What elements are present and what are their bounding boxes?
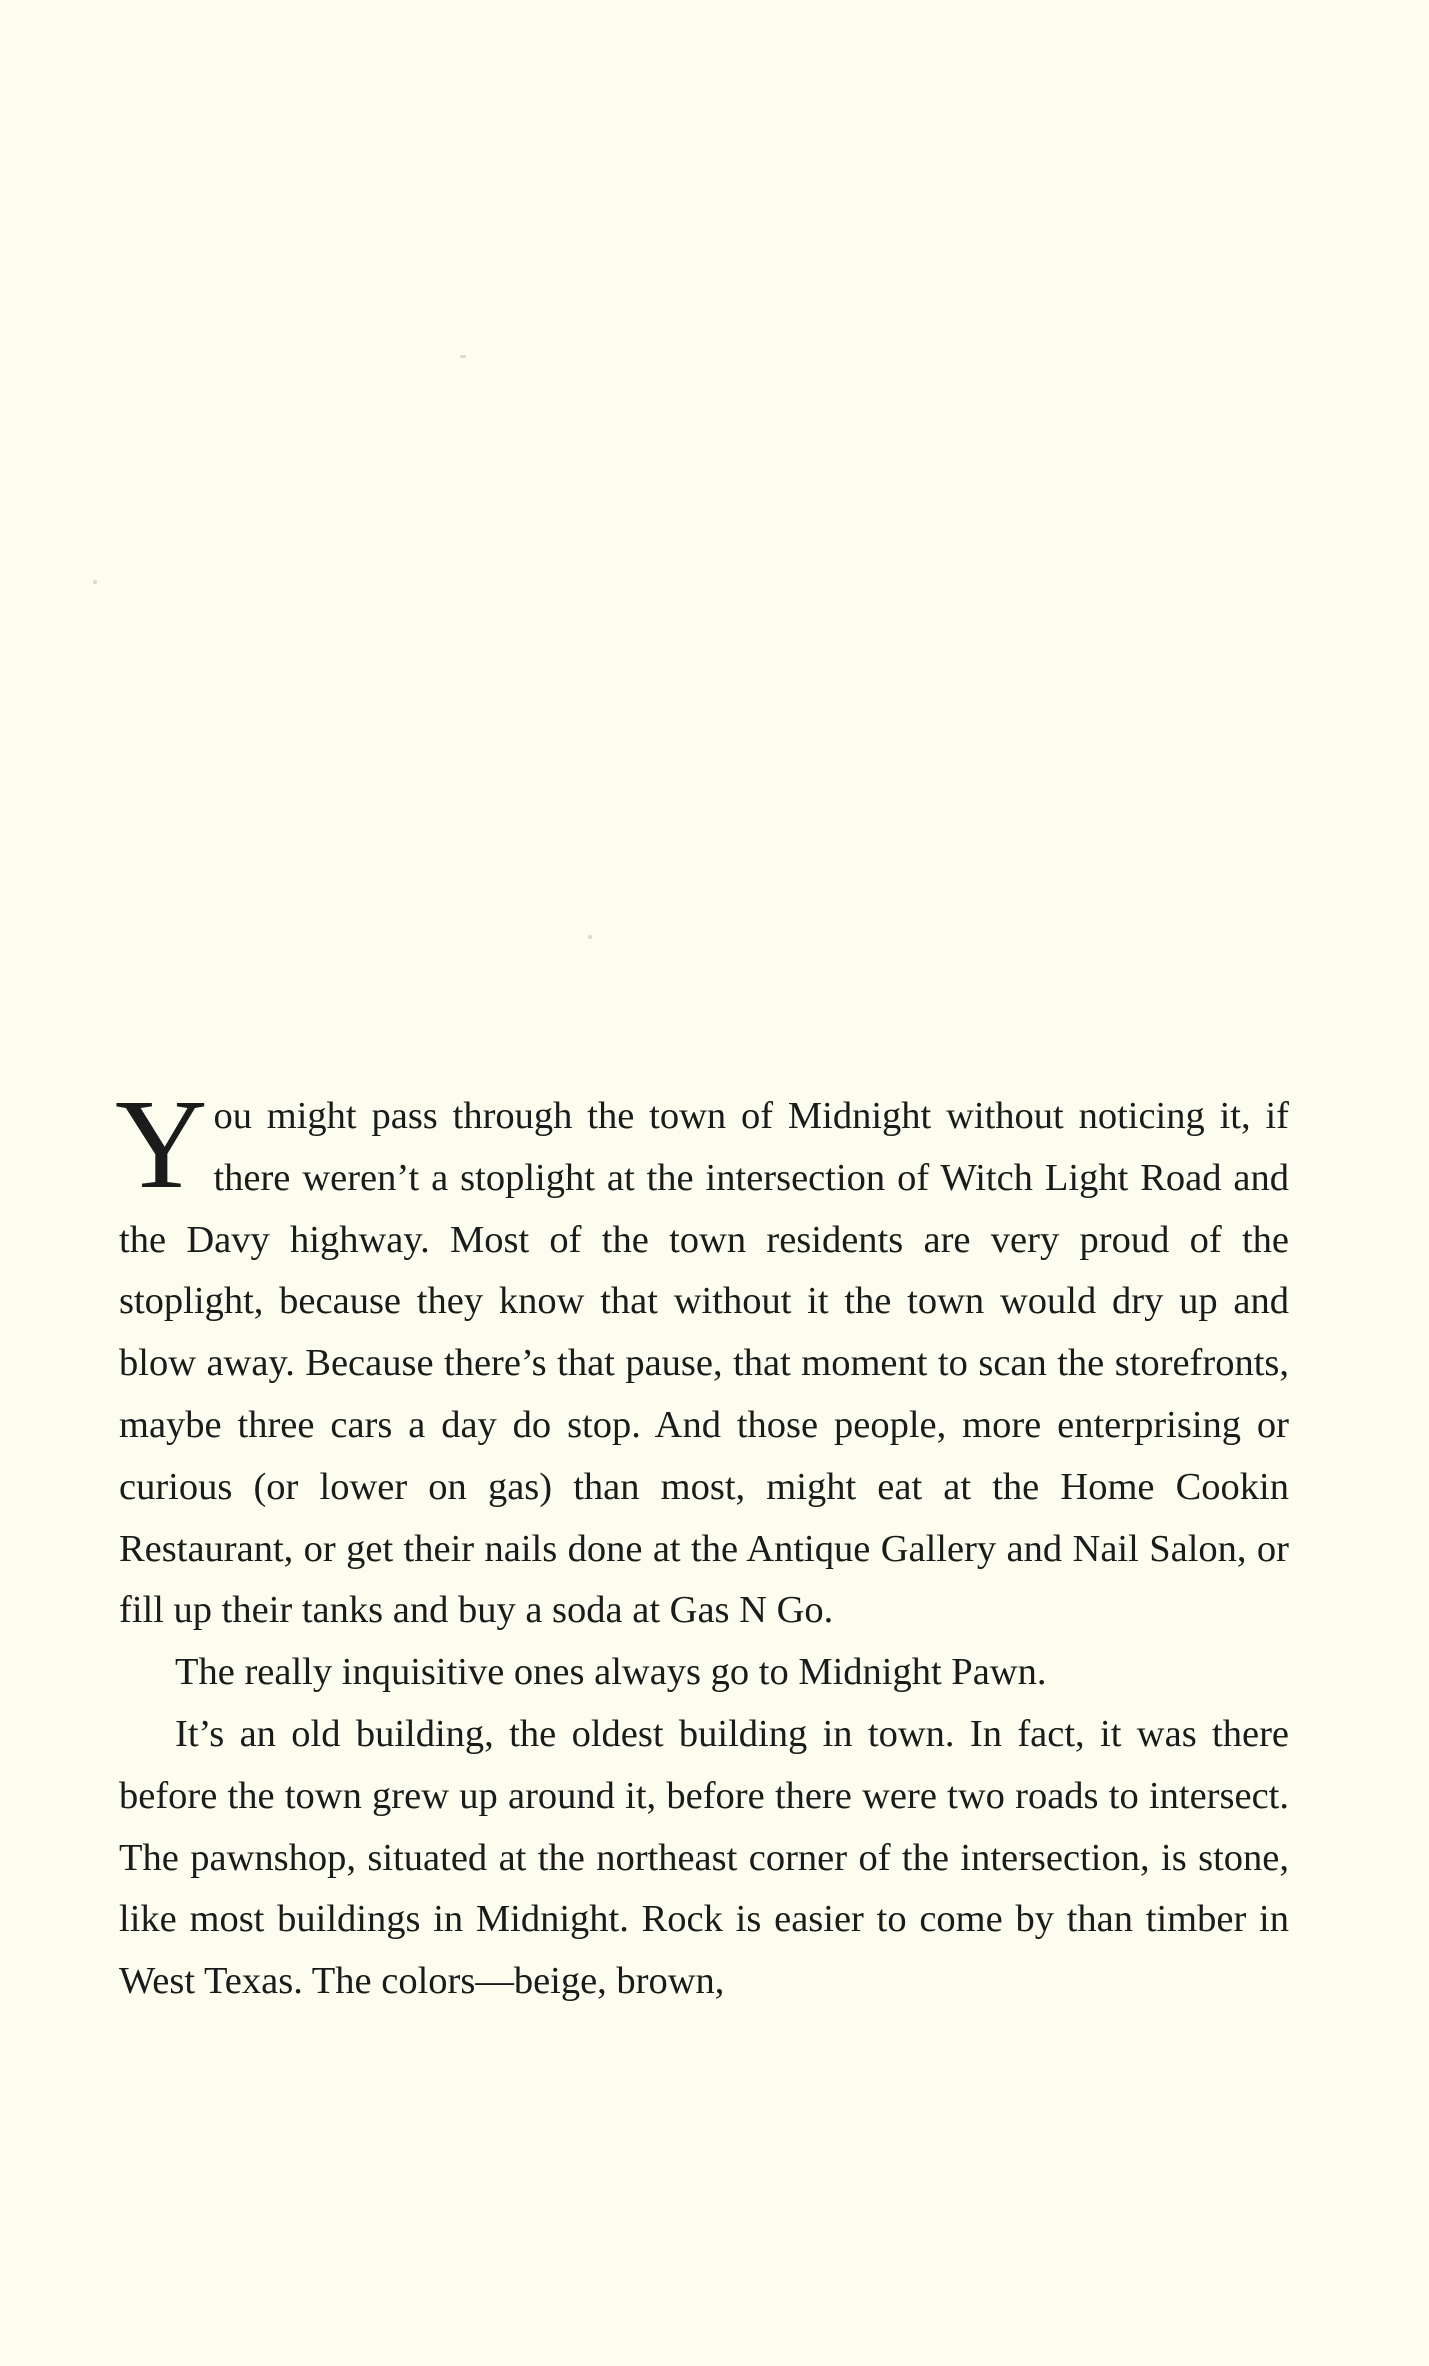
- opening-paragraph-text: ou might pass through the town of Midnight without noticing it, if there weren’t a stoplight at the intersection of Witch Light Road and the Davy highway. Most of the town residents are very proud of the stoplight, because they know that without it the town would dry up and blow away. Because there’s that pause, that moment to scan the storefronts, maybe three cars a day do stop. And those people, more enterprising or curious (or lower on gas) than most, might eat at the Home Cookin Restaurant, or get their nails done at the Antique Gallery and Nail Salon, or fill up their tanks and buy a soda at Gas N Go.: [119, 1095, 1289, 1632]
- body-text: [115, 1073, 1289, 2013]
- paragraph: It’s an old building, the oldest building in town. In fact, it was there before the town grew up around it, before there were two roads to intersect. The pawnshop, situated at the northeast corner of the intersection, is stone, like most buildings in Midnight. Rock is easier to come by than timber in West Texas. The colors—beige, brown,: [119, 1712, 1289, 2003]
- drop-cap-letter: Y: [115, 1073, 208, 1215]
- paper-speck: [460, 355, 466, 358]
- paper-speck: [93, 580, 97, 584]
- opening-paragraph: [115, 1073, 1289, 1642]
- paragraph: The really inquisitive ones always go to Midnight Pawn.: [175, 1651, 1047, 1694]
- paper-speck: [588, 935, 592, 939]
